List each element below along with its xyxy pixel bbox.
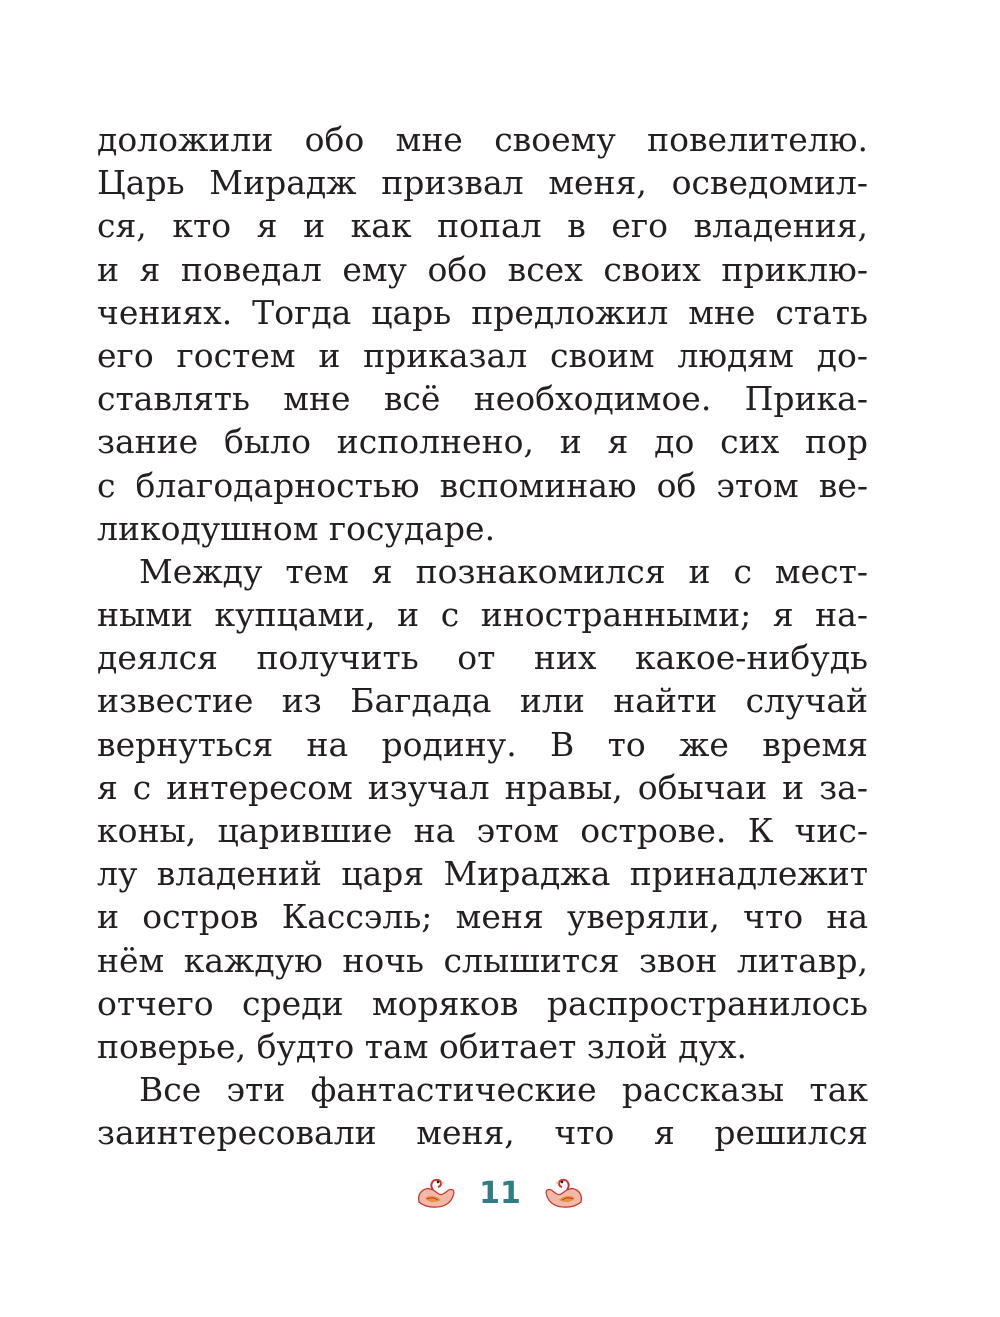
text-line: и остров Кассэль; меня уверяли, что на	[97, 897, 868, 937]
page-footer	[0, 1172, 1000, 1216]
text-line: Все эти фантастические рассказы так	[139, 1070, 868, 1110]
bird-ornament-left-icon	[413, 1176, 457, 1212]
text-line: заинтересовали меня, что я решился	[97, 1113, 868, 1153]
text-line: деялся получить от них какое-нибудь	[97, 638, 868, 678]
text-line: с благодарностью вспоминаю об этом ве-	[97, 465, 868, 505]
text-line: и я поведал ему обо всех своих приклю-	[97, 249, 868, 289]
text-line: ставлять мне всё необходимое. Прика-	[97, 379, 868, 419]
text-line: нём каждую ночь слышится звон литавр,	[97, 940, 868, 980]
text-line: поверье, будто там обитает злой дух.	[97, 1026, 747, 1066]
text-line: Между тем я познакомился и с мест-	[139, 551, 868, 591]
text-line: зание было исполнено, и я до сих пор	[97, 422, 868, 462]
text-line: чениях. Тогда царь предложил мне стать	[97, 292, 868, 332]
text-line: Царь Мирадж призвал меня, осведомил-	[97, 163, 868, 203]
text-line: лу владений царя Мираджа принадлежит	[97, 854, 868, 894]
text-line: вернуться на родину. В то же время	[97, 724, 868, 764]
text-line: коны, царившие на этом острове. К чис-	[97, 811, 868, 850]
text-line: ными купцами, и с иностранными; я на-	[97, 595, 868, 635]
page-number: 11	[479, 1176, 521, 1211]
text-line: я с интересом изучал нравы, обычаи и за-	[97, 767, 868, 807]
body-text	[97, 118, 868, 1155]
text-line: отчего среди моряков распространилось	[97, 983, 868, 1023]
text-line: ся, кто я и как попал в его владения,	[97, 206, 868, 246]
text-line: ликодушном государе.	[97, 508, 496, 548]
bird-ornament-right-icon	[543, 1176, 587, 1212]
text-line: доложили обо мне своему повелителю.	[97, 120, 868, 159]
text-line: его гостем и приказал своим людям до-	[97, 335, 868, 375]
text-line: известие из Багдада или найти случай	[97, 681, 868, 721]
